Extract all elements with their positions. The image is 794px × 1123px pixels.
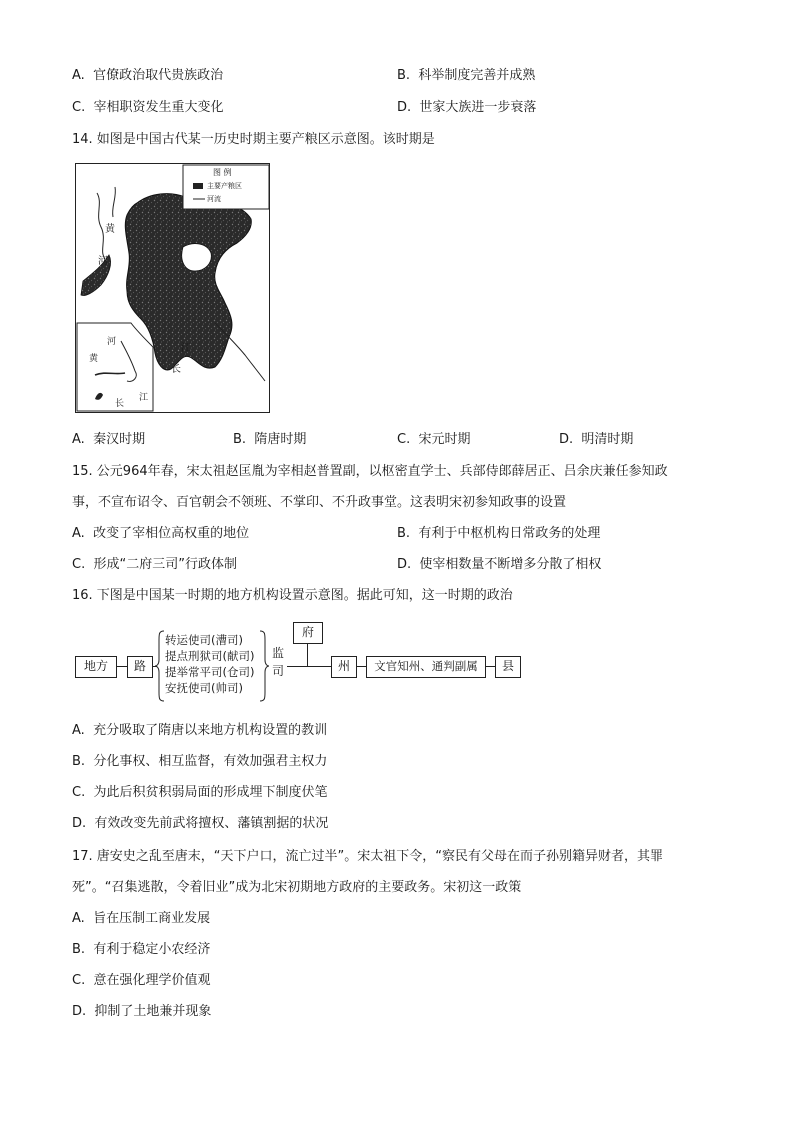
right-brace (259, 630, 269, 702)
option-text: 世家大族进一步衰落 (419, 100, 537, 115)
option-label: A. (72, 723, 85, 738)
map-label-huang: 黄 (105, 224, 115, 235)
option-label: C. (72, 557, 86, 572)
connector (356, 666, 366, 667)
inset-label-chang: 长 (115, 399, 125, 409)
option-label: A. (72, 68, 85, 83)
q17-stem-line2: 死”。“召集逃散，令着旧业”成为北宋初期地方政府的主要政务。宋初这一政策 (72, 880, 522, 895)
option-text: 宰相职资发生重大变化 (93, 100, 224, 115)
connector (485, 666, 495, 667)
option-text: 隋唐时期 (254, 432, 307, 447)
legend-title: 图 例 (213, 168, 232, 177)
q14-option-b (233, 431, 306, 449)
option-label: C. (397, 432, 411, 447)
option-label: C. (72, 100, 86, 115)
box-officials: 文官知州、通判副属 (366, 656, 486, 678)
option-text: 有利于稳定小农经济 (93, 942, 211, 957)
option-text: 有利于中枢机构日常政务的处理 (418, 526, 601, 541)
q15-stem-line1: 15. 公元964年春，宋太祖赵匡胤为宰相赵普置副，以枢密直学士、兵部侍郎薛居正、吕余庆兼任参知政 (72, 464, 668, 479)
option-label: A. (72, 432, 85, 447)
sub-office-3: 提举常平司(仓司) (165, 665, 255, 679)
option-text: 意在强化理学价值观 (93, 973, 211, 988)
option-label: B. (397, 526, 411, 541)
option-text: 改变了宰相位高权重的地位 (93, 526, 250, 541)
option-text: 形成“二府三司”行政体制 (93, 557, 237, 572)
option-text: 为此后积贫积弱局面的形成埋下制度伏笔 (93, 785, 328, 800)
option-label: A. (72, 911, 85, 926)
option-text: 明清时期 (581, 432, 634, 447)
map-label-jiang: 江 (181, 343, 191, 354)
option-label: D. (559, 432, 574, 447)
map-label-he: 河 (98, 256, 108, 267)
option-text: 使宰相数量不断增多分散了相权 (419, 557, 602, 572)
option-text: 秦汉时期 (93, 432, 146, 447)
option-label: C. (72, 973, 86, 988)
inset-label-huang: 黄 (89, 354, 99, 364)
q16-option-b (72, 753, 327, 771)
box-fu: 府 (293, 622, 323, 644)
option-text: 抑制了土地兼并现象 (94, 1004, 212, 1019)
box-difang: 地方 (75, 656, 117, 678)
q15-option-c (72, 556, 237, 574)
map-label-chang: 长 (171, 364, 181, 375)
map-figure (75, 163, 270, 413)
option-label: C. (72, 785, 86, 800)
local-institution-diagram (75, 620, 525, 710)
q17-option-b (72, 941, 210, 959)
q15-stem-line2: 事，不宣布诏令、百官朝会不领班、不掌印、不升政事堂。这表明宋初参知政事的设置 (72, 495, 567, 510)
q16-option-d (72, 815, 328, 833)
connector (116, 666, 127, 667)
option-label: B. (397, 68, 411, 83)
q14-option-a (72, 431, 145, 449)
q14-stem: 14. 如图是中国古代某一历史时期主要产粮区示意图。该时期是 (72, 132, 435, 147)
inset-label-jiang: 江 (139, 393, 149, 403)
option-label: D. (397, 557, 412, 572)
option-text: 旨在压制工商业发展 (93, 911, 211, 926)
option-label: B. (72, 942, 86, 957)
connector (287, 666, 331, 667)
legend-item-river: 河流 (207, 195, 221, 203)
q13-option-a (72, 67, 223, 85)
option-text: 有效改变先前武将擅权、藩镇割据的状况 (94, 816, 329, 831)
option-label: B. (72, 754, 86, 769)
q15-option-b (397, 525, 600, 543)
q16-stem: 16. 下图是中国某一时期的地方机构设置示意图。据此可知，这一时期的政治 (72, 588, 513, 603)
box-lu: 路 (127, 656, 153, 678)
option-text: 科举制度完善并成熟 (418, 68, 536, 83)
option-text: 官僚政治取代贵族政治 (93, 68, 224, 83)
option-label: D. (72, 1004, 87, 1019)
label-jiansi: 监司 (271, 646, 284, 678)
sub-office-4: 安抚使司(帅司) (165, 681, 243, 695)
q15-option-d (397, 556, 601, 574)
q17-option-a (72, 910, 210, 928)
q13-option-b (397, 67, 535, 85)
box-xian: 县 (495, 656, 521, 678)
q16-option-c (72, 784, 328, 802)
legend-item-grain: 主要产粮区 (207, 182, 242, 190)
q13-option-c (72, 99, 224, 117)
option-label: D. (72, 816, 87, 831)
sub-office-1: 转运使司(漕司) (165, 633, 243, 647)
option-label: A. (72, 526, 85, 541)
option-text: 充分吸取了隋唐以来地方机构设置的教训 (93, 723, 328, 738)
q13-option-d (397, 99, 536, 117)
q15-option-a (72, 525, 249, 543)
grain-region-map (75, 163, 270, 413)
option-text: 宋元时期 (418, 432, 471, 447)
option-label: D. (397, 100, 412, 115)
q14-option-c (397, 431, 471, 449)
option-text: 分化事权、相互监督，有效加强君主权力 (93, 754, 328, 769)
q14-option-d (559, 431, 633, 449)
q16-option-a (72, 722, 327, 740)
inset-label-he: 河 (107, 337, 117, 347)
option-label: B. (233, 432, 247, 447)
q17-option-c (72, 972, 211, 990)
q17-option-d (72, 1003, 211, 1021)
box-zhou: 州 (331, 656, 357, 678)
left-brace (155, 630, 165, 702)
q17-stem-line1: 17. 唐安史之乱至唐末，“天下户口，流亡过半”。宋太祖下令，“察民有父母在而子孙别籍异财者，其罪 (72, 849, 664, 864)
sub-office-2: 提点刑狱司(献司) (165, 649, 255, 663)
